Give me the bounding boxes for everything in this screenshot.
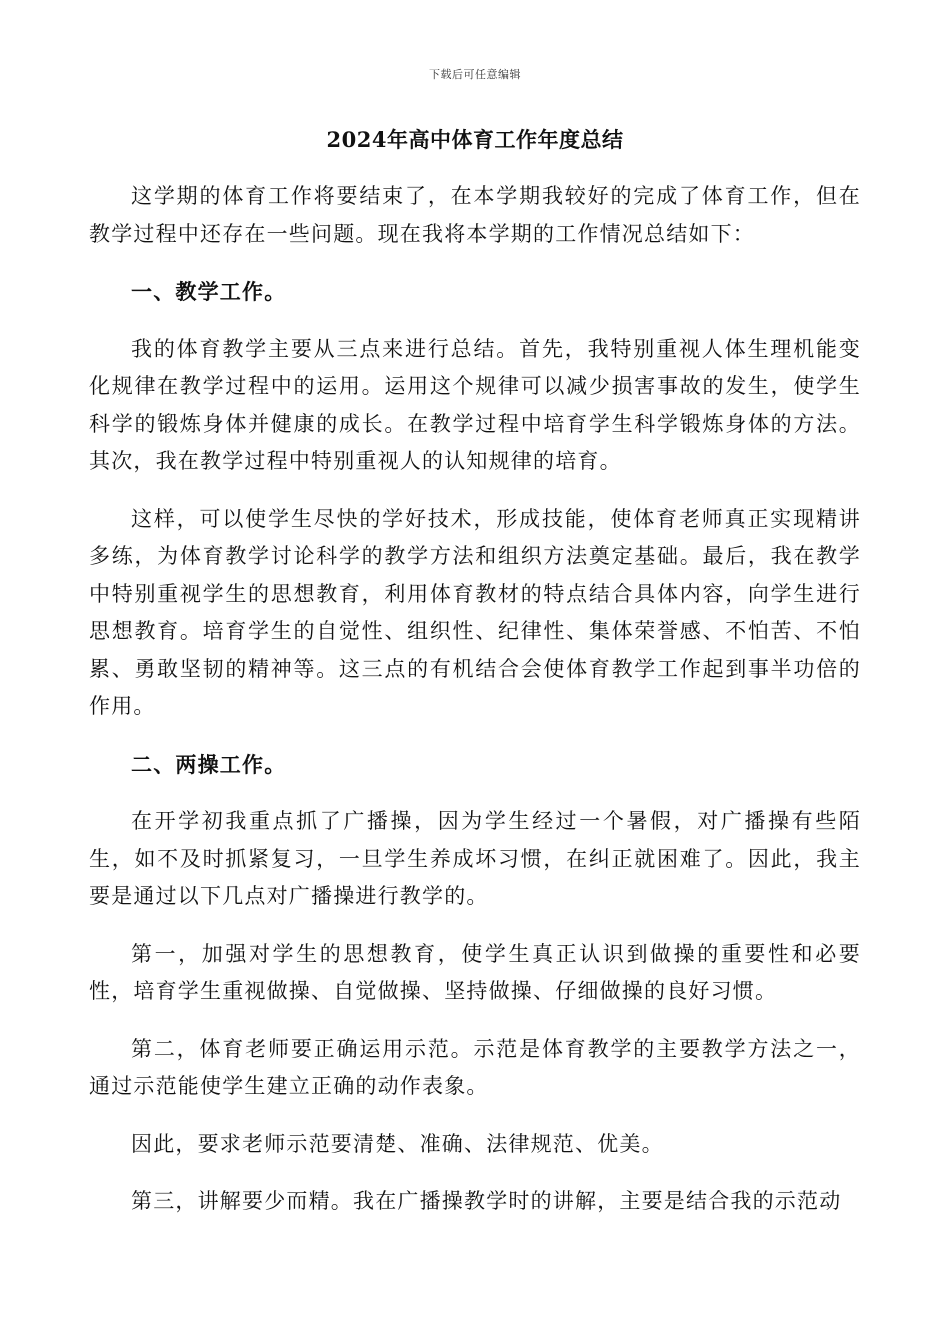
section-heading-exercises: 二、两操工作。 <box>131 751 287 777</box>
body-paragraph: 第一，加强对学生的思想教育，使学生真正认识到做操的重要性和必要性，培育学生重视做操、自觉做操、坚持做操、仔细做操的良好习惯。 <box>89 941 861 1003</box>
header-note: 下载后可任意编辑 <box>429 68 521 81</box>
body-paragraph: 在开学初我重点抓了广播操，因为学生经过一个暑假，对广播操有些陌生，如不及时抓紧复习，一旦学生养成坏习惯，在纠正就困难了。因此，我主要是通过以下几点对广播操进行教学的。 <box>89 809 861 908</box>
section-heading-teaching: 一、教学工作。 <box>131 279 287 304</box>
body-paragraph: 第二，体育老师要正确运用示范。示范是体育教学的主要教学方法之一，通过示范能使学生建立正确的动作表象。 <box>89 1036 861 1098</box>
document-body <box>89 178 861 1241</box>
body-paragraph: 第三，讲解要少而精。我在广播操教学时的讲解，主要是结合我的示范动 <box>131 1189 842 1213</box>
document-title: 2024年高中体育工作年度总结 <box>326 127 624 152</box>
intro-paragraph: 这学期的体育工作将要结束了，在本学期我较好的完成了体育工作，但在教学过程中还存在一些问题。现在我将本学期的工作情况总结如下： <box>89 184 861 246</box>
body-paragraph: 这样，可以使学生尽快的学好技术，形成技能，使体育老师真正实现精讲多练，为体育教学讨论科学的教学方法和组织方法奠定基础。最后，我在教学中特别重视学生的思想教育，利用体育教材的特点结合具体内容，向学生进行思想教育。培育学生的自觉性、组织性、纪律性、集体荣誉感、不怕苦、不怕累、勇敢坚韧的精神等。这三点的有机结合会使体育教学工作起到事半功倍的作用。 <box>89 506 861 718</box>
body-paragraph: 因此，要求老师示范要清楚、准确、法律规范、优美。 <box>131 1131 664 1156</box>
body-paragraph: 我的体育教学主要从三点来进行总结。首先，我特别重视人体生理机能变化规律在教学过程中的运用。运用这个规律可以减少损害事故的发生，使学生科学的锻炼身体并健康的成长。在教学过程中培育学生科学锻炼身体的方法。其次，我在教学过程中特别重视人的认知规律的培育。 <box>89 336 861 473</box>
